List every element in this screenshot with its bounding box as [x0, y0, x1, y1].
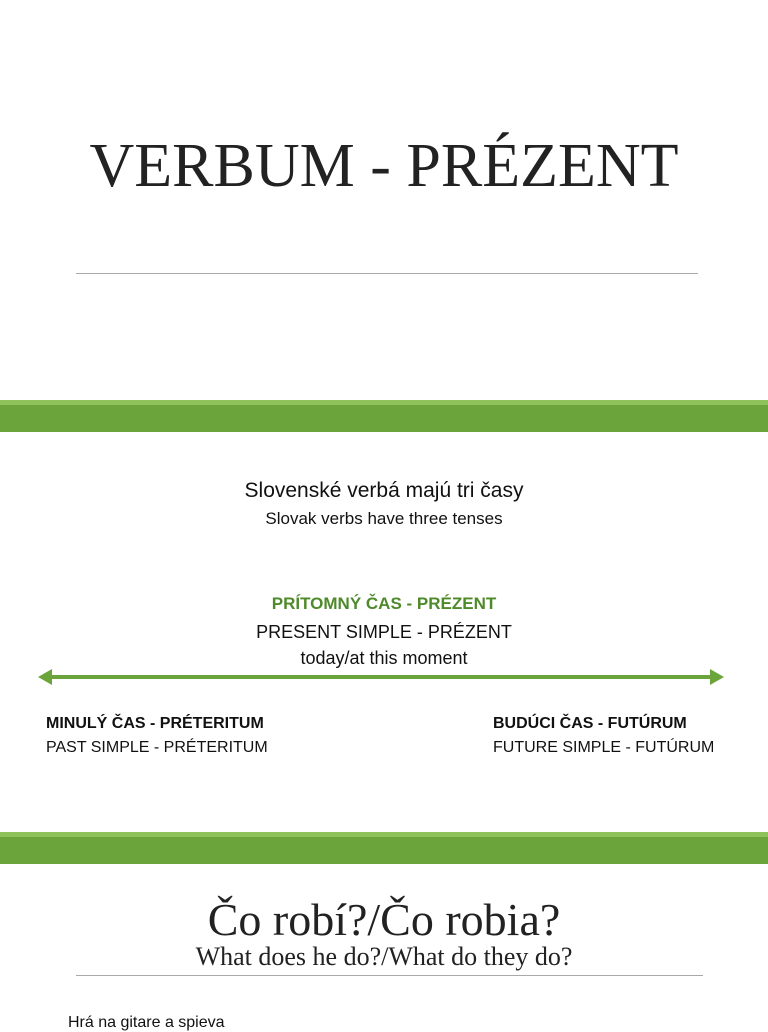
slide-title-heading: VERBUM - PRÉZENT	[89, 132, 679, 200]
band-highlight	[0, 400, 768, 405]
future-tense-title: BUDÚCI ČAS - FUTÚRUM	[493, 715, 687, 732]
future-tense-subtitle: FUTURE SIMPLE - FUTÚRUM	[493, 739, 715, 756]
past-tense-subtitle: PAST SIMPLE - PRÉTERITUM	[46, 739, 268, 756]
slide-separator-band	[0, 832, 768, 864]
timeline-double-arrow	[38, 666, 724, 688]
what-do-body-text: Hrá na gitare a spieva	[68, 1014, 225, 1031]
slide-separator-band	[0, 400, 768, 432]
timeline-left-arrowhead	[38, 669, 52, 685]
what-do-divider	[76, 975, 703, 976]
present-tense-title: PRÍTOMNÝ ČAS - PRÉZENT	[271, 594, 497, 613]
tenses-heading: Slovenské verbá majú tri časy	[244, 479, 524, 502]
what-do-title: Čo robí?/Čo robia?	[207, 894, 561, 945]
tenses-subheading: Slovak verbs have three tenses	[265, 509, 503, 528]
timeline-right-arrowhead	[710, 669, 724, 685]
past-tense-title: MINULÝ ČAS - PRÉTERITUM	[46, 715, 264, 732]
slide-what-do	[0, 864, 768, 1031]
title-divider	[76, 273, 698, 274]
present-tense-subtitle: PRESENT SIMPLE - PRÉZENT	[256, 622, 512, 642]
slide-tenses	[0, 432, 768, 832]
what-do-subtitle: What does he do?/What do they do?	[195, 942, 573, 971]
slide-title	[0, 0, 768, 400]
band-highlight	[0, 832, 768, 837]
present-tense-note: today/at this moment	[300, 648, 468, 668]
